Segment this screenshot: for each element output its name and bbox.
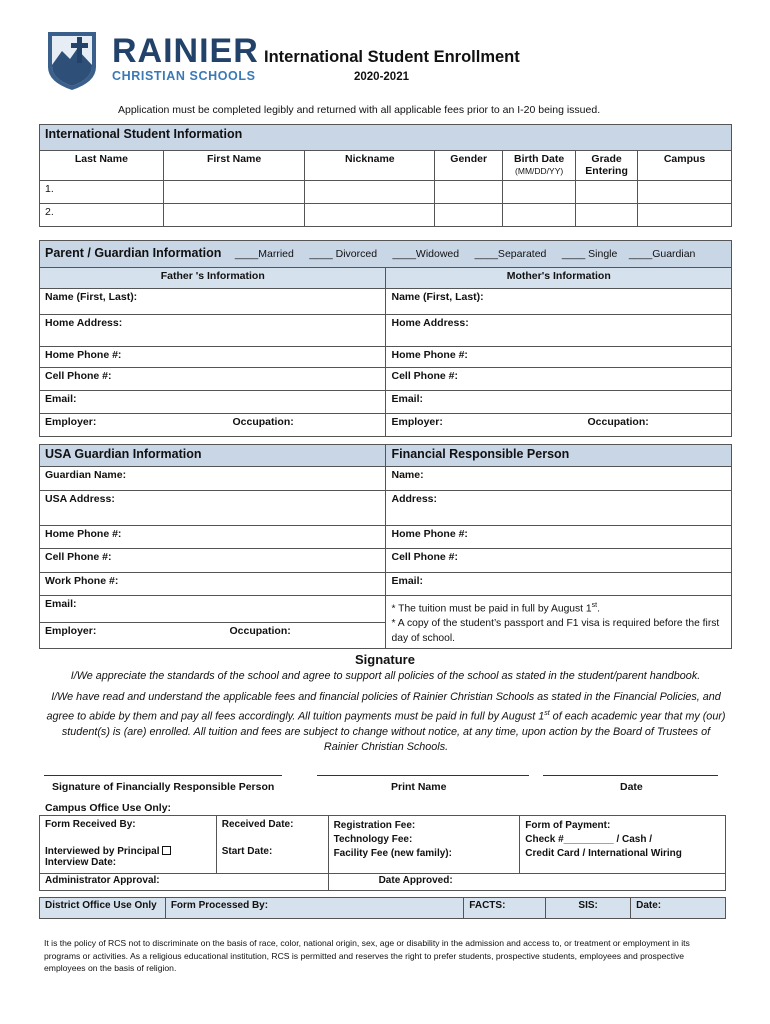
student-info-heading: International Student Information [40, 125, 732, 151]
status-guardian[interactable]: ____Guardian [628, 248, 696, 260]
form-of-payment[interactable]: Form of Payment: [525, 820, 611, 831]
interview-date[interactable]: Interview Date: [45, 857, 117, 868]
status-divorced[interactable]: ____ Divorced [309, 248, 378, 260]
col-birth-date: Birth Date (MM/DD/YY) [503, 151, 576, 181]
logo-subtitle: CHRISTIAN SCHOOLS [112, 69, 256, 83]
father-email[interactable]: Email: [40, 391, 386, 414]
guardian-home-phone[interactable]: Home Phone #: [40, 526, 386, 549]
agreement-paragraph-1: I/We appreciate the standards of the school and agree to support all policies of the school as stated in the student/parent handbook. [70, 670, 701, 682]
credit-wiring[interactable]: Credit Card / International Wiring [525, 848, 682, 859]
input-cell[interactable] [435, 204, 503, 227]
mother-address[interactable]: Home Address: [386, 315, 732, 347]
technology-fee[interactable]: Technology Fee: [333, 834, 413, 845]
father-address[interactable]: Home Address: [40, 315, 386, 347]
input-cell[interactable] [305, 181, 435, 204]
tuition-note: * The tuition must be paid in full by August 1 [391, 603, 592, 615]
status-married[interactable]: ____Married [234, 248, 294, 260]
col-grade-entering: Grade Entering [576, 151, 638, 181]
financial-heading: Financial Responsible Person [386, 445, 732, 467]
col-first-name: First Name [163, 151, 305, 181]
financial-notes: * The tuition must be paid in full by August 1st. * A copy of the student’s passport and F1 visa is required before the first day of school. [386, 596, 732, 649]
district-use-label: District Office Use Only [40, 898, 166, 919]
row-number: 2. [40, 204, 164, 227]
passport-note: * A copy of the student’s passport and F1 visa is required before the first day of school. [391, 618, 720, 645]
col-nickname: Nickname [305, 151, 435, 181]
district-date-field[interactable]: Date: [631, 898, 726, 919]
status-widowed[interactable]: ____Widowed [392, 248, 460, 260]
financial-address[interactable]: Address: [386, 491, 732, 526]
father-name[interactable]: Name (First, Last): [40, 289, 386, 315]
financial-email[interactable]: Email: [386, 573, 732, 596]
parent-info-table [39, 240, 732, 437]
facility-fee[interactable]: Facility Fee (new family): [333, 848, 452, 859]
office-left-cell [40, 816, 217, 874]
received-date[interactable]: Received Date: [221, 819, 294, 830]
financial-home-phone[interactable]: Home Phone #: [386, 526, 732, 549]
print-name-label: Print Name [391, 781, 447, 793]
mother-heading: Mother's Information [386, 268, 732, 289]
guardian-cell-phone[interactable]: Cell Phone #: [40, 549, 386, 573]
financial-cell-phone[interactable]: Cell Phone #: [386, 549, 732, 573]
birth-date-format: (MM/DD/YY) [515, 166, 564, 176]
input-cell[interactable] [163, 181, 305, 204]
input-cell[interactable] [435, 181, 503, 204]
input-cell[interactable] [576, 204, 638, 227]
guardian-address[interactable]: USA Address: [40, 491, 386, 526]
student-row[interactable] [40, 204, 732, 227]
financial-name[interactable]: Name: [386, 467, 732, 491]
col-last-name: Last Name [40, 151, 164, 181]
check-cash[interactable]: Check #_________ / Cash / [525, 834, 653, 845]
print-name-line[interactable] [317, 775, 529, 776]
registration-fee[interactable]: Registration Fee: [333, 820, 416, 831]
office-use-heading: Campus Office Use Only: [45, 802, 172, 814]
agreement-paragraph-2: I/We have read and understand the applicable fees and financial policies of Rainier Christian Schools as stated in the Financial Policies, and agree to abide by them and pay all fees accordingly. All tuition payments must be paid in full by August 1st of each academic year that my (our) student(s) is (are) enrolled. All tuition and fees are subject to change without notice, at any time, upon action by the Board of Trustees of Rainier Christian Schools. [46, 691, 726, 754]
start-date[interactable]: Start Date: [221, 846, 273, 857]
student-row[interactable] [40, 181, 732, 204]
input-cell[interactable] [163, 204, 305, 227]
father-occupation[interactable]: Occupation: [232, 416, 294, 428]
mother-employer[interactable]: Employer: Occupation: [386, 414, 732, 437]
office-payment-cell [520, 816, 726, 874]
office-fees-cell [328, 816, 520, 874]
guardian-financial-table [39, 444, 732, 649]
non-discrimination-policy: It is the policy of RCS not to discriminate on the basis of race, color, national origin, sex, age or disability in the admission and access to, or treatment or employment in its programs or activities. As a religious educational institution, RCS is permitted and reserves the right to prefer students, prospective students, employees and prospective employees on the basis of religion. [44, 938, 690, 973]
office-use-table [39, 815, 726, 891]
administrator-approval[interactable]: Administrator Approval: [40, 874, 329, 891]
input-cell[interactable] [503, 204, 576, 227]
parent-heading: Parent / Guardian Information [45, 246, 222, 260]
mother-cell-phone[interactable]: Cell Phone #: [386, 368, 732, 391]
parent-heading-row [40, 241, 732, 268]
father-heading: Father 's Information [40, 268, 386, 289]
guardian-employer[interactable]: Employer: Occupation: [40, 622, 386, 649]
date-label: Date [620, 781, 643, 793]
col-campus: Campus [638, 151, 732, 181]
student-info-table [39, 124, 732, 227]
input-cell[interactable] [638, 181, 732, 204]
date-line[interactable] [543, 775, 718, 776]
row-number: 1. [40, 181, 164, 204]
mother-home-phone[interactable]: Home Phone #: [386, 347, 732, 368]
input-cell[interactable] [638, 204, 732, 227]
mother-email[interactable]: Email: [386, 391, 732, 414]
mother-occupation[interactable]: Occupation: [587, 416, 649, 428]
sis-field[interactable]: SIS: [546, 898, 631, 919]
col-gender: Gender [435, 151, 503, 181]
facts-field[interactable]: FACTS: [464, 898, 546, 919]
input-cell[interactable] [503, 181, 576, 204]
school-logo-shield-icon [44, 29, 100, 92]
father-cell-phone[interactable]: Cell Phone #: [40, 368, 386, 391]
father-employer[interactable]: Employer: Occupation: [40, 414, 386, 437]
office-dates-cell [216, 816, 328, 874]
district-use-table [39, 897, 726, 919]
signature-heading: Signature [355, 652, 415, 667]
logo-wordmark: RAINIER [112, 32, 259, 70]
interviewed-by-principal[interactable]: Interviewed by Principal [45, 846, 211, 857]
signature-line[interactable] [44, 775, 282, 776]
guardian-email[interactable]: Email: [40, 596, 386, 623]
form-received-by[interactable]: Form Received By: [45, 819, 136, 830]
usa-guardian-heading: USA Guardian Information [40, 445, 386, 467]
guardian-occupation[interactable]: Occupation: [229, 624, 291, 637]
school-year: 2020-2021 [354, 71, 409, 83]
status-separated[interactable]: ____Separated [474, 248, 547, 260]
intro-text: Application must be completed legibly and returned with all applicable fees prior to an I-20 being issued. [118, 104, 601, 116]
mother-name[interactable]: Name (First, Last): [386, 289, 732, 315]
guardian-work-phone[interactable]: Work Phone #: [40, 573, 386, 596]
principal-checkbox[interactable] [162, 846, 171, 855]
father-home-phone[interactable]: Home Phone #: [40, 347, 386, 368]
status-single[interactable]: ____ Single [561, 248, 618, 260]
input-cell[interactable] [576, 181, 638, 204]
page-title: International Student Enrollment [264, 48, 520, 66]
signature-label: Signature of Financially Responsible Person [52, 781, 275, 793]
input-cell[interactable] [305, 204, 435, 227]
date-approved[interactable]: Date Approved: [328, 874, 725, 891]
guardian-name[interactable]: Guardian Name: [40, 467, 386, 491]
form-processed-by[interactable]: Form Processed By: [165, 898, 463, 919]
